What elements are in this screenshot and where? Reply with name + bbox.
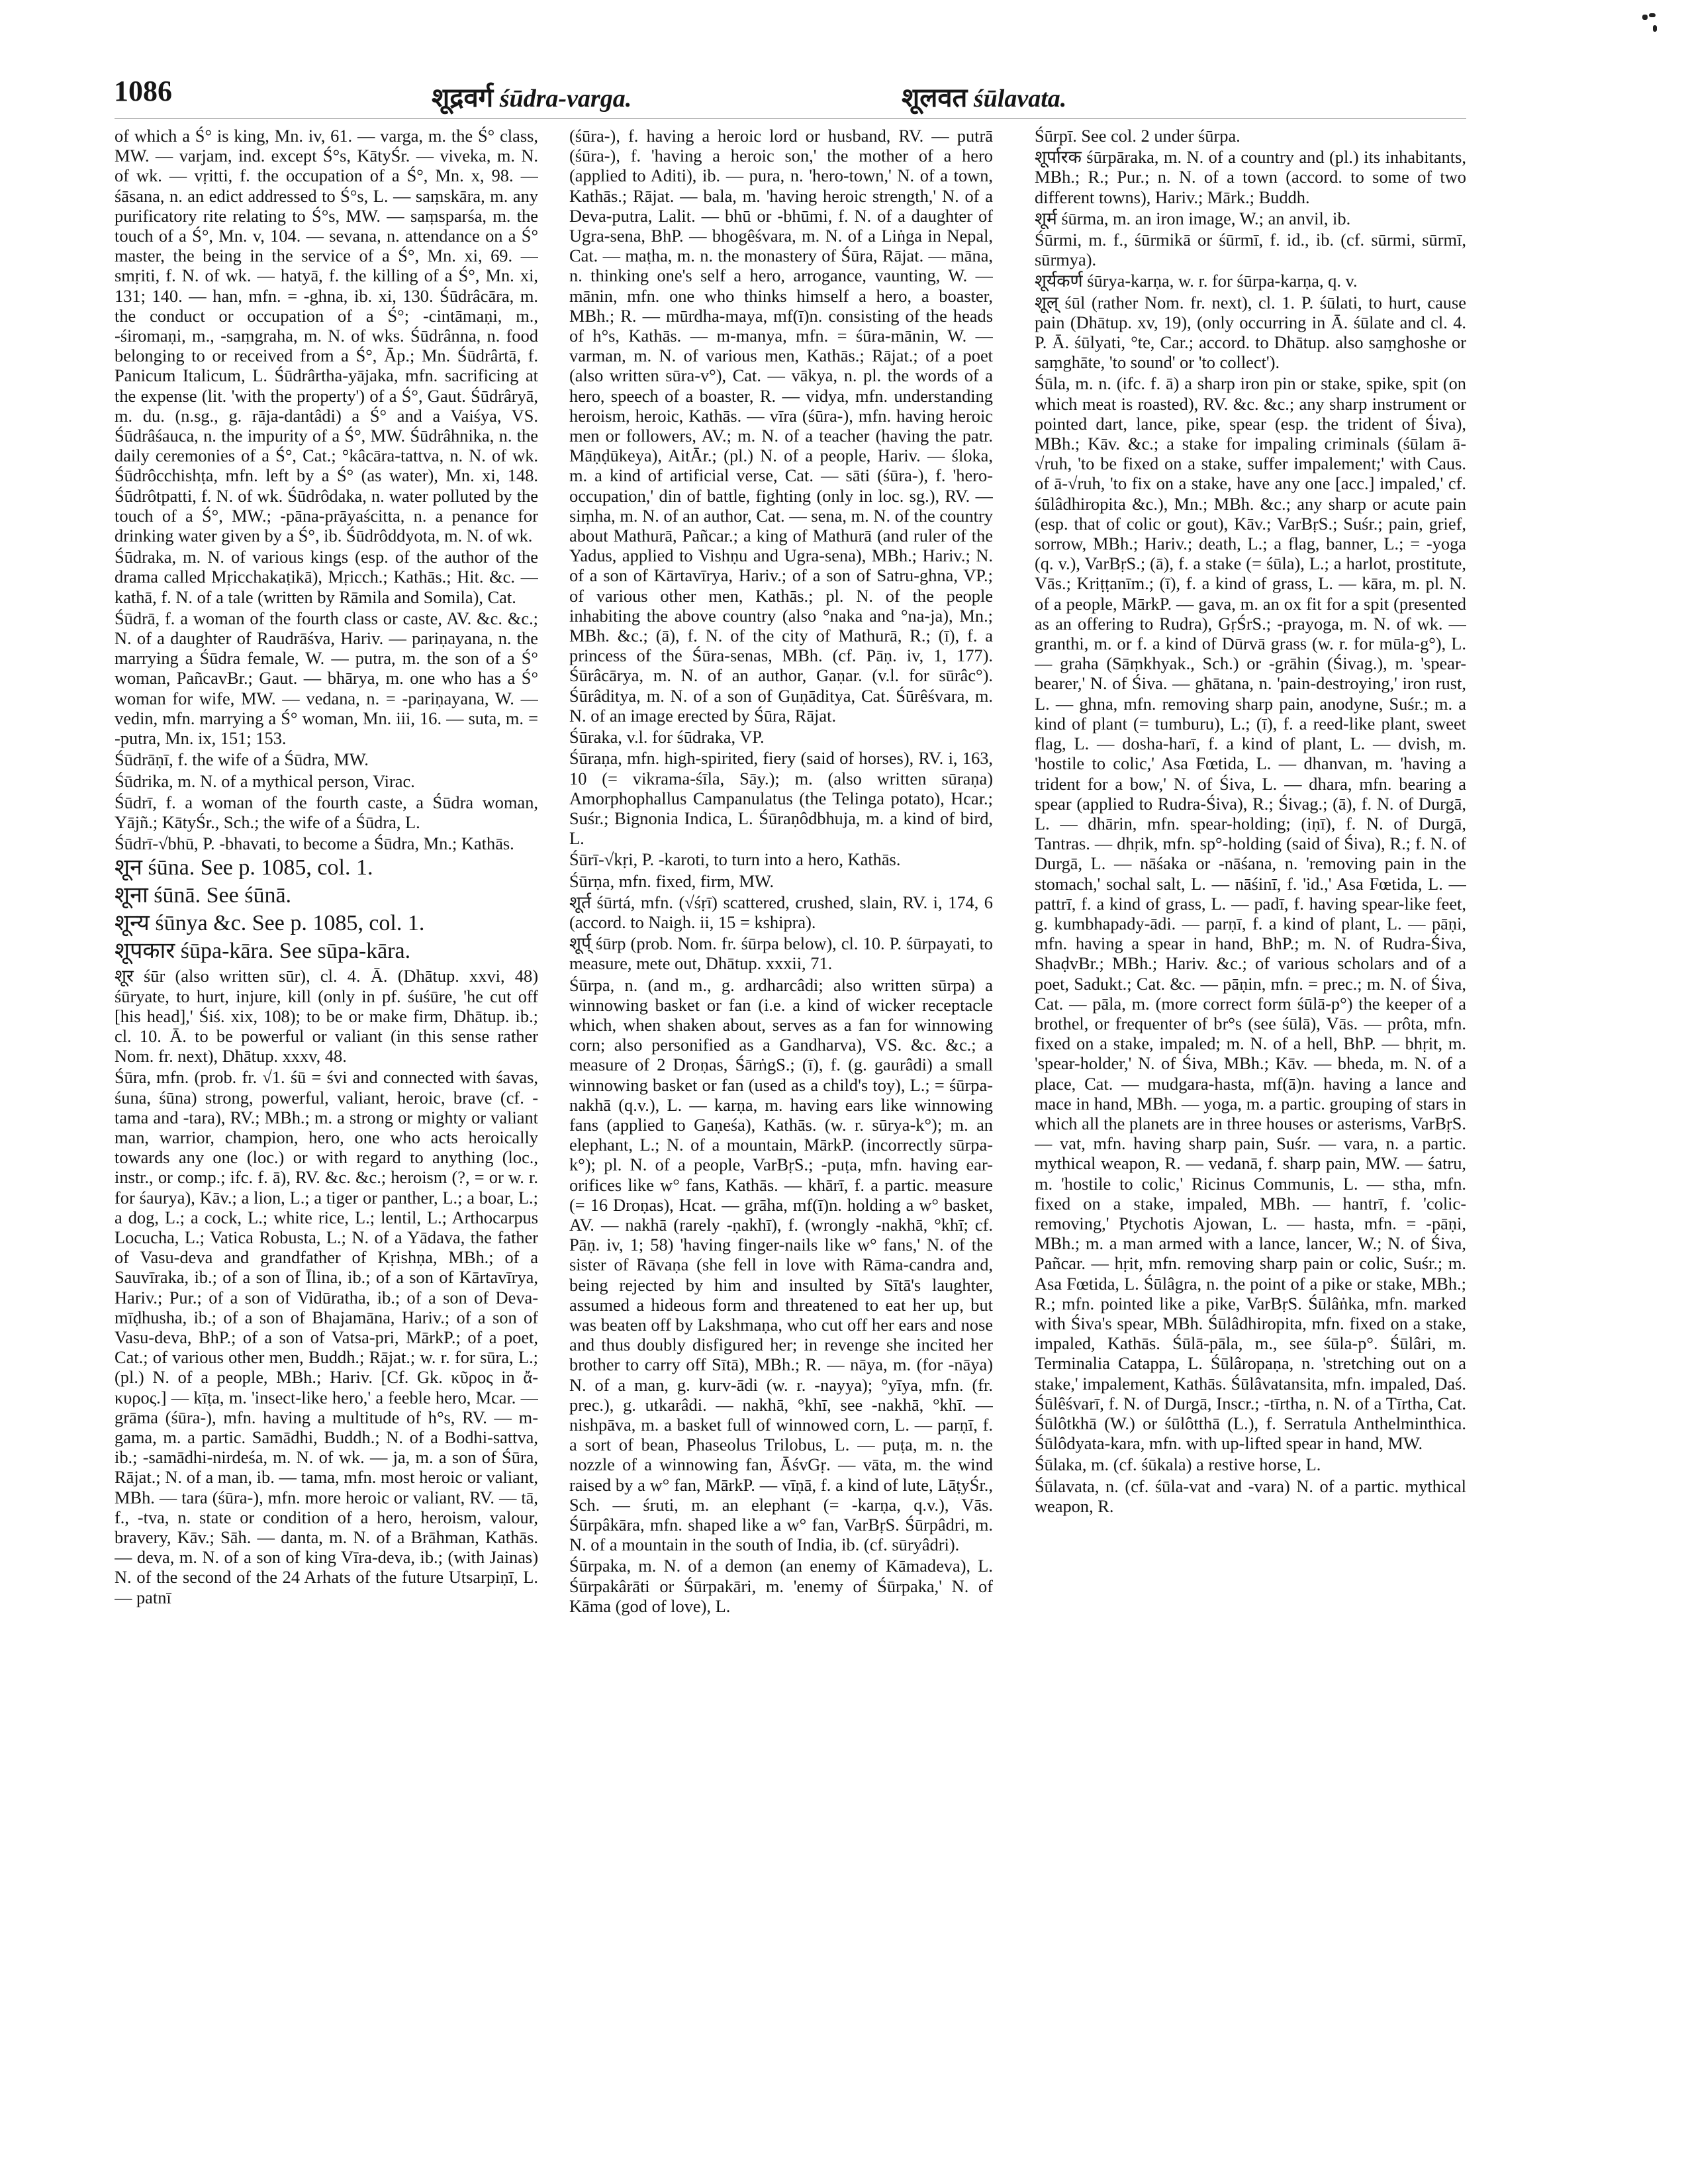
- corner-marks: [1640, 13, 1660, 36]
- entry: शूर्म śūrma, m. an iron image, W.; an anvil, ib.: [1035, 208, 1351, 228]
- entry: शूर्त śūrtá, mfn. (√śṛī) scattered, crushed, slain, RV. i, 174, 6 (accord. to Naigh. ii, 15 = kshipra).: [569, 892, 993, 932]
- entry: शूर्पारक śūrpāraka, m. N. of a country and (pl.) its inhabitants, MBh.; R.; Pur.; n. N. of a town (accord. to some of two different towns), Hariv.; Mārk.; Buddh.: [1035, 147, 1466, 207]
- entry: शूर्यकर्ण śūrya-karṇa, w. r. for śūrpa-karṇa, q. v.: [1035, 271, 1358, 291]
- entry: Śūrpa, n. (and m., g. ardharcâdi; also written sūrpa) a winnowing basket or fan (i.e. a kind of wicker receptacle which, when shaken about, serves as a fan for winnowing corn; also personified as a Gandharva), VS. &c. &c.; a measure of 2 Droṇas, ŚārṅgS.; (ī), f. (g. gaurâdi) a small winnowing basket or fan (used as a child's toy), L.; = śūrpa-nakhā (q.v.), L. — karṇa, m. having ears like winnowing fans (applied to Gaṇeśa), Kathās. (w. r. sūrya-k°); m. an elephant, L.; N. of a mountain, MārkP. (incorrectly sūrpa-k°); pl. N. of a people, VarBṛS.; -puṭa, mfn. having ear-orifices like w° fans, Kathās. — khārī, f. a partic. measure (= 16 Droṇas), Hcat. — grāha, mf(ī)n. holding a w° basket, AV. — nakhā (rarely -ṇakhī), f. (wrongly -nakhā, °khī; cf. Pāṇ. iv, 1; 58) 'having finger-nails like w° fans,' N. of the sister of Rāvaṇa (she fell in love with Rāma-candra and, being rejected by him and insulted by Sītā's laughter, assumed a hideous form and threatened to eat her up, but was beaten off by Lakshmaṇa, who cut off her ears and nose and thus doubly disfigured her; in revenge she incited her brother to carry off Sītā), MBh.; R. — nāya, m. (for -nāya) N. of a man, g. kurv-ādi (w. r. -nayya); °yīya, mfn. (fr. prec.), g. utkarâdi. — nakhā, °khī, see -nakhā, °khī. — nishpāva, m. a basket full of winnowed corn, L. — parṇī, f. a sort of bean, Phaseolus Trilobus, L. — puṭa, m. n. the nozzle of a winnowing fan, ĀśvGṛ. — vāta, m. the wind raised by a w° fan, MārkP. — vīṇā, f. a kind of lute, LāṭyŚr., Sch. — śruti, m. an elephant (= -karṇa, q.v.), Vās. Śūrpâkāra, mfn. shaped like a w° fan, VarBṛS. Śūrpâdri, m. N. of a mountain in the south of India, ib. (cf. sūryâdri).: [569, 974, 993, 1555]
- entry: शूर śūr (also written sūr), cl. 4. Ā. (Dhātup. xxvi, 48) śūryate, to hurt, injure, kill (only in pf. śuśūre, 'he cut off [his head],' Śiś. xix, 108); to be or make firm, Dhātup. ib.; cl. 10. Ā. to be powerful or valiant (in this sense rather Nom. fr. next), Dhātup. xxxv, 48.: [115, 966, 538, 1067]
- column-1: [115, 126, 538, 2145]
- running-head-right: [902, 78, 1066, 115]
- entry-headword: शूना śūnā. See śūnā.: [115, 883, 292, 908]
- entry: शूर्प् śūrp (prob. Nom. fr. śūrpa below), cl. 10. P. śūrpayati, to measure, mete out, Dhātup. xxxii, 71.: [569, 933, 993, 974]
- header-rule: [115, 118, 1466, 119]
- entry: Śūdrī-√bhū, P. -bhavati, to become a Śūdra, Mn.; Kathās.: [115, 833, 514, 854]
- entry-headword: शून śūna. See p. 1085, col. 1.: [115, 855, 373, 880]
- entry: Śūdrāṇī, f. the wife of a Śūdra, MW.: [115, 749, 369, 770]
- entry: (śūra-), f. having a heroic lord or husband, RV. — putrā (śūra-), f. 'having a heroic son,' the mother of a hero (applied to Aditi), ib. — pura, n. 'hero-town,' N. of a town, Kathās.; Rājat. — bala, m. 'having heroic strength,' N. of a Deva-putra, Lalit. — bhū or -bhūmi, f. N. of a daughter of Ugra-sena, BhP. — bhogêśvara, m. N. of a Liṅga in Nepal, Cat. — maṭha, m. n. the monastery of Śūra, Rājat. — māna, n. thinking one's self a hero, arrogance, vaunting, W. — mānin, mfn. one who thinks himself a hero, a boaster, MBh.; R. — mūrdha-maya, mf(ī)n. consisting of the heads of h°s, Kathās. — m-manya, mfn. = śūra-mānin, W. — varman, m. N. of various men, Kathās.; Rājat.; of a poet (also written sūra-v°), Cat. — vākya, n. pl. the words of a hero, speech of a boaster, R. — vidya, mfn. understanding heroism, heroic, Kathās. — vīra (śūra-), mfn. having heroic men or followers, AV.; m. N. of a teacher (having the patr. Māṇḍūkeya), AitĀr.; (pl.) N. of a people, Hariv. — śloka, m. a kind of artificial verse, Cat. — sāti (śūra-), f. 'hero-occupation,' din of battle, fighting (only in loc. sg.), RV. — siṃha, m. N. of an author, Cat. — sena, m. N. of the country about Mathurā, Pañcar.; a king of Mathurā (and ruler of the Yadus, applied to Vishṇu and Ugra-sena), MBh.; Hariv.; N. of a son of Kārtavīrya, Hariv.; of a son of Satru-ghna, VP.; of various other men, Kathās.; pl. N. of the people inhabiting the above country (also °naka and °na-ja), Mn.; MBh. &c.; (ā), f. N. of the city of Mathurā, R.; (ī), f. a princess of the Śūra-senas, MBh. (cf. Pāṇ. iv, 1, 177). Śūrâcārya, m. N. of an author, Gaṇar. (v.l. for sūrâc°). Śūrâditya, m. N. of a son of Guṇāditya, Cat. Śūrêśvara, m. N. of an image erected by Śūra, Rājat.: [569, 126, 993, 726]
- entry: Śūrṇa, mfn. fixed, firm, MW.: [569, 871, 774, 891]
- entry: शूल् śūl (rather Nom. fr. next), cl. 1. P. śūlati, to hurt, cause pain (Dhātup. xv, 19), (only occurring in Ā. śūlate and cl. 4. P. Ā. śūlyati, °te, Car.; accord. to Dhātup. also saṃghoshe or saṃghāte, 'to sound' or 'to collect').: [1035, 292, 1466, 373]
- entry-headword: शून्य śūnya &c. See p. 1085, col. 1.: [115, 911, 425, 936]
- running-head-left-transliteration: śūdra-varga.: [499, 85, 632, 113]
- entry: Śūrpī. See col. 2 under śūrpa.: [1035, 126, 1241, 146]
- entry: Śūraṇa, mfn. high-spirited, fiery (said of horses), RV. i, 163, 10 (= vikrama-śīla, Sāy.); m. (also written sūraṇa) Amorphophallus Campanulatus (the Telinga potato), Hcar.; Suśr.; Bignonia Indica, L. Śūraṇôdbhuja, m. a kind of bird, L.: [569, 748, 993, 849]
- entry: Śūdrika, m. N. of a mythical person, Virac.: [115, 771, 415, 791]
- entry: Śūlaka, m. (cf. śūkala) a restive horse, L.: [1035, 1454, 1321, 1475]
- entry: Śūra, mfn. (prob. fr. √1. śū = śvi and connected with śavas, śuna, śūna) strong, powerful, valiant, heroic, brave (cf. -tama and -tara), RV.; MBh.; m. a strong or mighty or valiant man, warrior, champion, hero, one who acts heroically towards any one (loc.) or with regard to anything (loc., instr., or comp.; ifc. f. ā), RV. &c. &c.; heroism (?, = or w. r. for śaurya), Kāv.; a lion, L.; a tiger or panther, L.; a boar, L.; a dog, L.; a cock, L.; white rice, L.; lentil, L.; Arthocarpus Locucha, L.; Vatica Robusta, L.; N. of a Yādava, the father of Vasu-deva and grandfather of Kṛishṇa, MBh.; of a Sauvīraka, ib.; of a son of Īlina, ib.; of a son of Kārtavīrya, Hariv.; Pur.; of a son of Vidūratha, ib.; of a son of Deva-mīḍhusha, ib.; of a son of Bhajamāna, Hariv.; of a son of Vasu-deva, BhP.; of a son of Vatsa-pri, MārkP.; of a poet, Cat.; of various other men, Buddh.; Rājat.; w. r. for sūra, L.; (pl.) N. of a people, MBh.; Hariv. [Cf. Gk. κῦρος in ἄ-κυρος.] — kīṭa, m. 'insect-like hero,' a feeble hero, Mcar. — grāma (śūra-), mfn. having a multitude of h°s, RV. — m-gama, m. a partic. Samādhi, Buddh.; N. of a Bodhi-sattva, ib.; -samādhi-nirdeśa, m. N. of wk. — ja, m. a son of Śūra, Rājat.; N. of a man, ib. — tama, mfn. most heroic or valiant, MBh. — tara (śūra-), mfn. more heroic or valiant, RV. — tā, f., -tva, n. state or condition of a hero, heroism, valour, bravery, Kāv.; Sāh. — danta, m. N. of a Brāhman, Kathās. — deva, m. N. of a son of king Vīra-deva, ib.; (with Jainas) N. of the second of the 24 Arhats of the future Utsarpiṇī, L. — patnī: [115, 1067, 538, 1607]
- running-head-left: [432, 78, 632, 115]
- running-head-right-devanagari: शूलवत: [902, 83, 968, 113]
- entry-headword: शूपकार śūpa-kāra. See sūpa-kāra.: [115, 939, 411, 964]
- column-3: [1035, 126, 1466, 2145]
- entry: Śūdrā, f. a woman of the fourth class or caste, AV. &c. &c.; N. of a daughter of Raudrāśva, Hariv. — pariṇayana, n. the marrying a Śūdra female, W. — putra, m. the son of a Ś° woman, PañcavBr.; Gaut. — bhārya, m. one who has a Ś° woman for wife, MW. — vedana, n. = -pariṇayana, W. — vedin, mfn. marrying a Ś° woman, Mn. iii, 16. — suta, m. = -putra, Mn. ix, 151; 153.: [115, 608, 538, 749]
- entry: Śūraka, v.l. for śūdraka, VP.: [569, 727, 765, 747]
- page-number: 1086: [114, 75, 172, 107]
- entry: Śūrpaka, m. N. of a demon (an enemy of Kāmadeva), L. Śūrpakârāti or Śūrpakāri, m. 'enemy of Śūrpaka,' N. of Kāma (god of love), L.: [569, 1556, 993, 1616]
- running-head-left-devanagari: शूद्रवर्ग: [432, 83, 494, 113]
- entry: of which a Ś° is king, Mn. iv, 61. — varga, m. the Ś° class, MW. — varjam, ind. except Ś°s, KātyŚr. — viveka, m. N. of wk. — vṛitti, f. the occupation of a Ś°, Mn. x, 98. — śāsana, n. an edict addressed to Ś°s, L. — saṃskāra, m. any purificatory rite relating to Ś°s, MW. — saṃsparśa, m. the touch of a Ś°, Mn. v, 104. — sevana, n. attendance on a Ś° master, the being in the service of a Ś°, Mn. xi, 69. — smṛiti, f. N. of wk. — hatyā, f. the killing of a Ś°, Mn. xi, 131; 140. — han, mfn. = -ghna, ib. xi, 130. Śūdrâcāra, m. the conduct or occupation of a Ś°; -cintāmaṇi, m., -śiromaṇi, m., -saṃgraha, m. N. of wks. Śūdrânna, n. food belonging to or received from a Ś°, Āp.; Mn. Śūdrârtā, f. Panicum Italicum, L. Śūdrârtha-yājaka, mfn. sacrificing at the expense (lit. 'with the property') of a Ś°, Gaut. Śūdrâryā, m. du. (n.sg., g. rāja-dantâdi) a Ś° and a Vaiśya, VS. Śūdrâśauca, n. the impurity of a Ś°, MW. Śūdrâhnika, n. the daily ceremonies of a Ś°, Cat.; °kâcāra-tattva, n. N. of wk. Śūdrôcchishṭa, mfn. left by a Ś° (as water), Mn. xi, 148. Śūdrôtpatti, f. N. of wk. Śūdrôdaka, n. water polluted by the touch of a Ś°, MW.; -pāna-prāyaścitta, n. a penance for drinking water given by a Ś°, ib. Śūdrôddyota, m. N. of wk.: [115, 126, 538, 546]
- entry: Śūla, m. n. (ifc. f. ā) a sharp iron pin or stake, spike, spit (on which meat is roasted), RV. &c. &c.; any sharp instrument or pointed dart, lance, pike, spear (esp. the trident of Śiva), MBh.; Kāv. &c.; a stake for impaling criminals (śūlam ā-√ruh, 'to be fixed on a stake, suffer impalement;' with Caus. of ā-√ruh, 'to fix on a stake, have any one [acc.] impaled,' cf. śūlâdhiropita &c.), Mn.; MBh. &c.; any sharp or acute pain (esp. that of colic or gout), Kāv.; VarBṛS.; Suśr.; pain, grief, sorrow, MBh.; Hariv.; death, L.; a flag, banner, L.; = -yoga (q. v.), VarBṛS.; (ā), f. a stake (= śūla), L.; a harlot, prostitute, Vās.; Kriṭṭanīm.; (ī), f. a kind of grass, L. — kāra, m. pl. N. of a people, MārkP. — gava, m. an ox fit for a spit (presented as an offering to Rudra), GṛŚrS.; -prayoga, m. N. of wk. — granthi, m. or f. a kind of Dūrvā grass (w. r. for mūla-g°), L. — graha (Sāṃkhyak., Sch.) or -grāhin (Śivag.), m. 'spear-bearer,' N. of Śiva. — ghātana, n. 'pain-destroying,' iron rust, L. — ghna, mfn. removing sharp pain, anodyne, Suśr.; m. a kind of plant (= tumburu), L.; (ī), f. a reed-like plant, sweet flag, L. — dosha-harī, f. a kind of plant, L. — dvish, m. 'hostile to colic,' Asa Fœtida, L. — dhanvan, m. 'having a trident for a bow,' N. of Śiva, L. — dhara, mfn. bearing a spear (applied to Rudra-Śiva), R.; Śivag.; (ā), f. N. of Durgā, L. — dhārin, mfn. spear-holding; (iṇī), f. N. of Durgā, Tantras. — dhṛik, mfn. sp°-holding (said of Śiva), R.; f. N. of Durgā, L. — nāśaka or -nāśana, n. 'removing pain in the stomach,' sochal salt, L. — nāśinī, f. 'id.,' Asa Fœtida, L. — pattrī, f. a kind of grass, L. — padī, f. having spear-like feet, g. kumbhapady-ādi. — parṇī, f. a kind of plant, L. — pāṇi, mfn. having a spear in hand, BhP.; m. N. of Rudra-Śiva, ShaḍvBr.; MBh.; Hariv. &c.; of various scholars and of a poet, Sadukt.; Cat. &c. — pāṇin, mfn. = prec.; m. N. of Śiva, Cat. — pāla, m. (more correct form śūlā-p°) the keeper of a brothel, or frequenter of br°s (see śūlā), Vās. — prôta, mfn. fixed on a stake, impaled; m. N. of a hell, BhP. — bhṛit, m. 'spear-holder,' N. of Śiva, MBh.; Kāv. — bheda, m. N. of a place, Cat. — mudgara-hasta, mf(ā)n. having a lance and mace in hand, MBh. — yoga, m. a partic. grouping of stars in which all the planets are in three houses or asterisms, VarBṛS. — vat, mfn. having sharp pain, Suśr. — vara, n. a partic. mythical weapon, R. — vedanā, f. sharp pain, MW. — śatru, m. 'hostile to colic,' Ricinus Communis, L. — stha, mfn. fixed on a stake, impaled, MBh. — hantrī, f. 'colic-removing,' Ptychotis Ajowan, L. — hasta, mfn. = -pāṇi, MBh.; m. a man armed with a lance, lancer, W.; N. of Śiva, Pañcar. — hṛit, mfn. removing sharp pain or colic, Suśr.; m. Asa Fœtida, L. Śūlâgra, n. the point of a pike or stake, MBh.; R.; mfn. pointed like a pike, VarBṛS. Śūlâṅka, mfn. marked with Śiva's spear, MBh. Śūlâdhiropita, mfn. fixed on a stake, impaled, Kathās. Śūlā-pāla, m., see śūla-p°. Śūlâri, m. Terminalia Catappa, L. Śūlâropaṇa, n. 'stretching out on a stake,' impalement, Kathās. Śūlâvatansita, mfn. impaled, Daś. Śūlêśvarī, f. N. of Durgā, Inscr.; -tīrtha, n. N. of a Tīrtha, Cat. Śūlôtkhā (W.) or śūlôtthā (L.), f. Serratula Anthelminthica. Śūlôdyata-kara, mfn. with up-lifted spear in hand, MW.: [1035, 373, 1466, 1454]
- running-head-right-transliteration: śūlavata.: [973, 85, 1067, 113]
- entry: Śūrmi, m. f., śūrmikā or śūrmī, f. id., ib. (cf. sūrmi, sūrmī, sūrmya).: [1035, 230, 1466, 270]
- column-2: [569, 126, 993, 2145]
- entry: Śūdraka, m. N. of various kings (esp. of the author of the drama called Mṛicchakaṭikā), Mṛicch.; Kathās.; Hit. &c. — kathā, f. N. of a tale (written by Rāmila and Somila), Cat.: [115, 547, 538, 607]
- entry: Śūlavata, n. (cf. śūla-vat and -vara) N. of a partic. mythical weapon, R.: [1035, 1476, 1466, 1516]
- entry: Śūrī-√kṛi, P. -karoti, to turn into a hero, Kathās.: [569, 849, 901, 870]
- entry: Śūdrī, f. a woman of the fourth caste, a Śūdra woman, Yājñ.; KātyŚr., Sch.; the wife of a Śūdra, L.: [115, 792, 538, 832]
